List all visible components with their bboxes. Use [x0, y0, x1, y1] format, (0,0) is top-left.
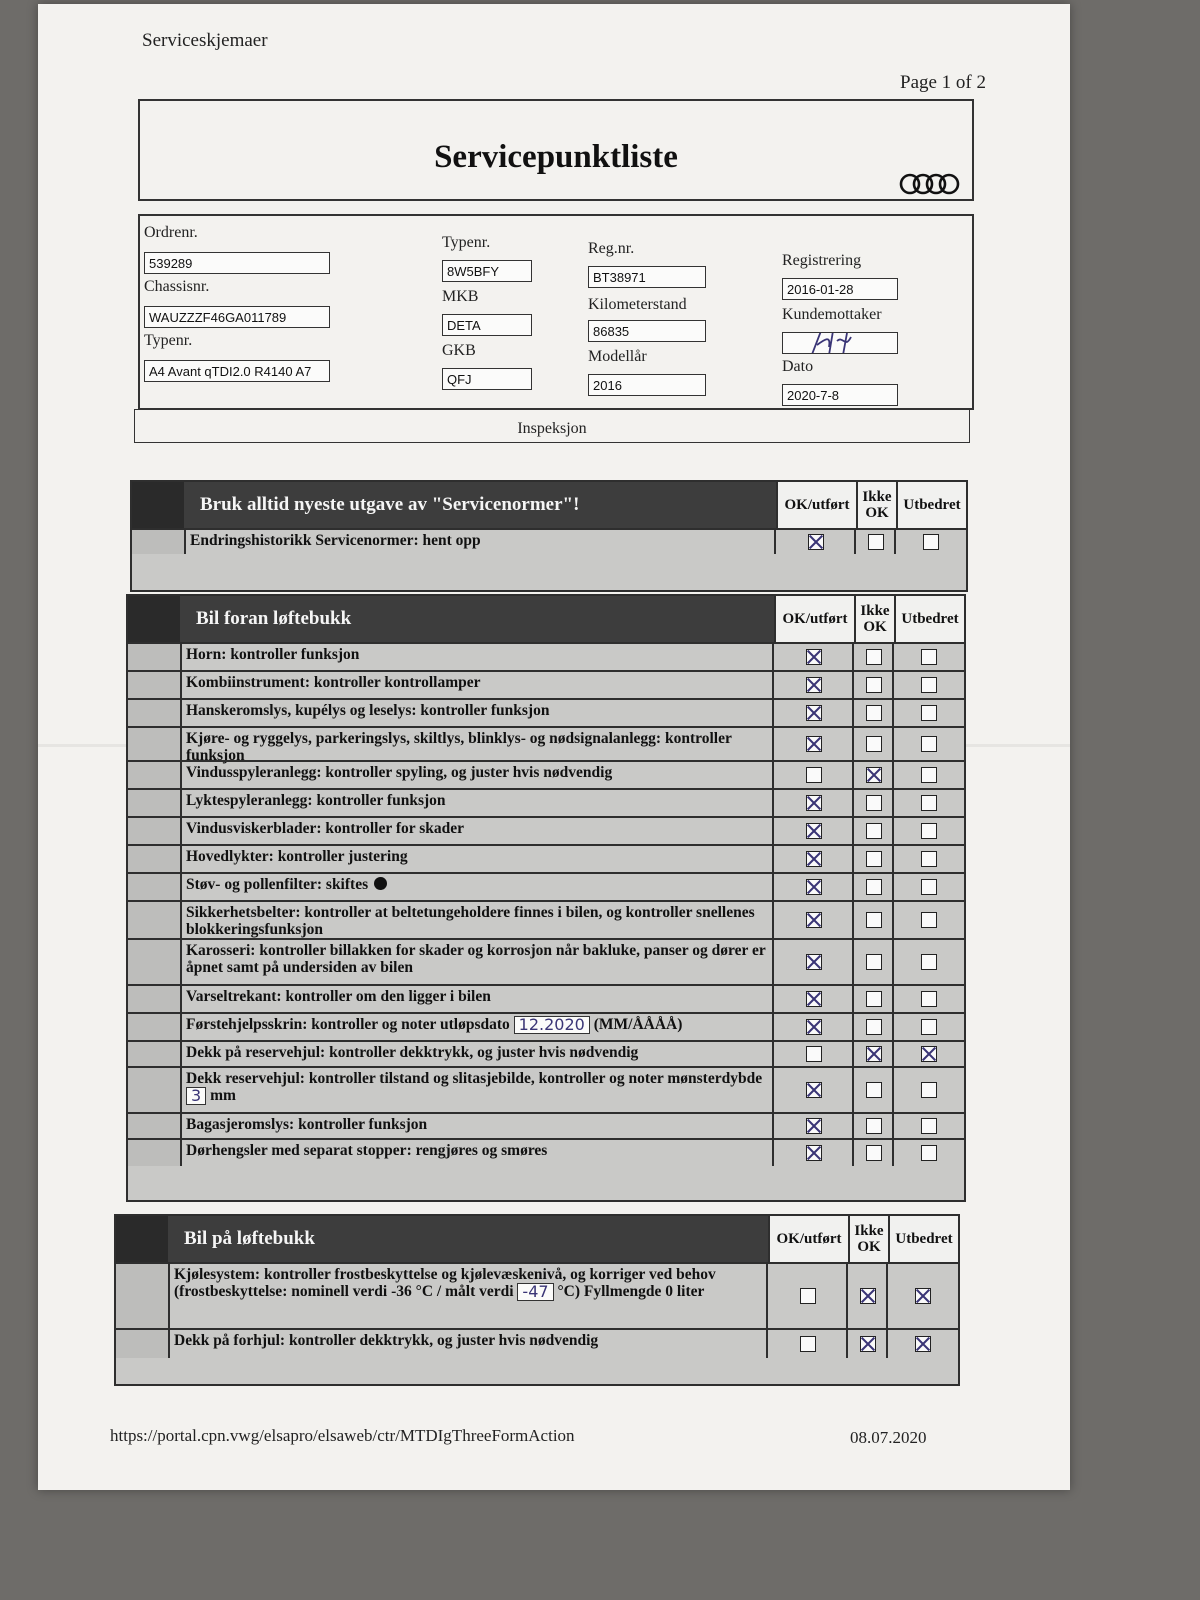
item-label: Vindusviskerblader: kontroller for skader — [186, 820, 465, 837]
ok-checkbox[interactable] — [806, 736, 822, 752]
ok-checkbox[interactable] — [806, 991, 822, 1007]
audi-rings-logo — [898, 171, 962, 197]
km-label: Kilometerstand — [588, 296, 687, 313]
checklist-item-text — [182, 674, 774, 691]
item-suffix: °C) Fyllmengde 0 liter — [557, 1283, 705, 1300]
paper-sheet — [38, 4, 1070, 1490]
checklist-row — [128, 1112, 964, 1138]
ok-checkbox[interactable] — [806, 1082, 822, 1098]
ikke-ok-checkbox[interactable] — [866, 912, 882, 928]
ikke-ok-checkbox[interactable] — [866, 1046, 882, 1062]
ok-checkbox[interactable] — [806, 767, 822, 783]
checklist-row — [128, 816, 964, 844]
ok-checkbox[interactable] — [806, 677, 822, 693]
modell-field[interactable]: 2016 — [588, 374, 706, 396]
item-suffix: mm — [210, 1087, 236, 1104]
ok-checkbox[interactable] — [806, 823, 822, 839]
utbedret-checkbox[interactable] — [921, 1046, 937, 1062]
typenr2-field[interactable]: 8W5BFY — [442, 260, 532, 282]
ikke-ok-checkbox[interactable] — [860, 1288, 876, 1304]
gkb-field[interactable]: QFJ — [442, 368, 532, 390]
ikke-ok-checkbox[interactable] — [866, 767, 882, 783]
checklist-row — [128, 1012, 964, 1040]
ikke-ok-checkbox[interactable] — [866, 879, 882, 895]
typenr1-field[interactable]: A4 Avant qTDI2.0 R4140 A7 — [144, 360, 330, 382]
utbedret-checkbox[interactable] — [923, 534, 939, 550]
checklist-item-text — [182, 702, 774, 719]
item-label: Horn: kontroller funksjon — [186, 646, 360, 663]
dato-label: Dato — [782, 358, 814, 375]
checklist-item-text — [182, 1044, 774, 1061]
mkb-label: MKB — [442, 288, 479, 305]
regnr-field[interactable]: BT38971 — [588, 266, 706, 288]
typenr1-label: Typenr. — [144, 332, 193, 349]
ok-checkbox[interactable] — [806, 1046, 822, 1062]
ok-checkbox[interactable] — [806, 1118, 822, 1134]
checklist-item-text — [182, 848, 774, 865]
item-label: Kjølesystem: kontroller frostbeskyttelse og kjølevæskenivå, og korriger ved behov (frostbeskyttelse: nominell verdi -36 °C / målt verdi — [174, 1266, 716, 1300]
utbedret-checkbox[interactable] — [921, 912, 937, 928]
utbedret-checkbox[interactable] — [921, 705, 937, 721]
item-label: Dekk reservehjul: kontroller tilstand og slitasjebilde, kontroller og noter mønsterdybde — [186, 1070, 763, 1087]
section-title: Bil på løftebukk — [184, 1228, 315, 1249]
ikke-ok-checkbox[interactable] — [866, 677, 882, 693]
checklist-item-text — [182, 730, 774, 764]
checklist-item-text — [182, 820, 774, 837]
section-title: Bruk alltid nyeste utgave av "Servicenormer"! — [200, 494, 580, 515]
checklist-item-text — [182, 1016, 774, 1034]
section-title: Bil foran løftebukk — [196, 608, 352, 629]
checklist-item-text — [182, 792, 774, 809]
checklist-row — [128, 938, 964, 984]
utbedret-checkbox[interactable] — [921, 736, 937, 752]
footer-date: 08.07.2020 — [850, 1428, 927, 1447]
col-ok: OK/utført — [774, 596, 854, 642]
ikke-ok-checkbox[interactable] — [866, 1019, 882, 1035]
col-utbedret: Utbedret — [894, 596, 964, 642]
checklist-row — [128, 726, 964, 764]
item-suffix: (MM/ÅÅÅÅ) — [593, 1016, 683, 1033]
section-header — [128, 596, 964, 642]
checklist-item-text — [182, 904, 774, 938]
ikke-ok-checkbox[interactable] — [860, 1336, 876, 1352]
checklist-row — [128, 1040, 964, 1066]
ikke-ok-checkbox[interactable] — [866, 649, 882, 665]
reg-label: Registrering — [782, 252, 862, 269]
section-header — [132, 482, 966, 528]
col-utbedret: Utbedret — [896, 482, 966, 528]
item-label: Førstehjelpsskrin: kontroller og noter utløpsdato — [186, 1016, 510, 1033]
checklist-row — [116, 1262, 958, 1328]
ikke-ok-checkbox[interactable] — [868, 534, 884, 550]
checklist-row — [128, 984, 964, 1012]
footer-url: https://portal.cpn.vwg/elsapro/elsaweb/ctr/MTDIgThreeFormAction — [110, 1426, 575, 1445]
checklist-row — [128, 760, 964, 788]
item-label: Hovedlykter: kontroller justering — [186, 848, 408, 865]
item-label: Hanskeromslys, kupélys og leselys: kontroller funksjon — [186, 702, 550, 719]
checklist-item-text — [182, 764, 774, 781]
checklist-row — [128, 788, 964, 816]
ikke-ok-checkbox[interactable] — [866, 736, 882, 752]
col-ikke: Ikke OK — [854, 596, 894, 642]
ok-checkbox[interactable] — [806, 954, 822, 970]
ok-checkbox[interactable] — [806, 649, 822, 665]
item-label: Karosseri: kontroller billakken for skader og korrosjon når bakluke, panser og dører er åpnet samt på undersiden av bilen — [186, 942, 766, 976]
item-label: Støv- og pollenfilter: skiftes — [186, 876, 369, 893]
checklist-row — [116, 1328, 958, 1358]
checklist-row — [132, 528, 966, 554]
utbedret-checkbox[interactable] — [921, 851, 937, 867]
ok-checkbox[interactable] — [806, 1145, 822, 1161]
ok-checkbox[interactable] — [806, 705, 822, 721]
checklist-row — [128, 670, 964, 698]
utbedret-checkbox[interactable] — [921, 1019, 937, 1035]
regnr-label: Reg.nr. — [588, 240, 635, 257]
kunde-label: Kundemottaker — [782, 306, 882, 323]
signature-mark — [803, 332, 863, 354]
utbedret-checkbox[interactable] — [915, 1288, 931, 1304]
item-label: Dekk på forhjul: kontroller dekktrykk, og juster hvis nødvendig — [174, 1332, 599, 1349]
ikke-ok-checkbox[interactable] — [866, 795, 882, 811]
mkb-field[interactable]: DETA — [442, 314, 532, 336]
inspection-label: Inspeksjon — [517, 420, 587, 437]
header-left: Serviceskjemaer — [142, 30, 268, 51]
ikke-ok-checkbox[interactable] — [866, 1145, 882, 1161]
checklist-row — [128, 844, 964, 872]
reg-field[interactable]: 2016-01-28 — [782, 278, 898, 300]
col-ok: OK/utført — [776, 482, 856, 528]
checklist-row — [128, 1138, 964, 1166]
utbedret-checkbox[interactable] — [921, 677, 937, 693]
ikke-ok-checkbox[interactable] — [866, 991, 882, 1007]
checklist-item-text — [182, 646, 774, 663]
item-label: Dørhengsler med separat stopper: rengjøres og smøres — [186, 1142, 548, 1159]
checklist-item-text — [170, 1266, 768, 1301]
utbedret-checkbox[interactable] — [921, 991, 937, 1007]
page-number: Page 1 of 2 — [900, 72, 987, 93]
item-label: Bagasjeromslys: kontroller funksjon — [186, 1116, 428, 1133]
ikke-ok-checkbox[interactable] — [866, 705, 882, 721]
checklist-row — [128, 1066, 964, 1112]
ok-checkbox[interactable] — [806, 1019, 822, 1035]
item-label: Varseltrekant: kontroller om den ligger i bilen — [186, 988, 491, 1005]
item-label: Lyktespyleranlegg: kontroller funksjon — [186, 792, 446, 809]
section-bil-paa — [114, 1214, 960, 1386]
utbedret-checkbox[interactable] — [921, 879, 937, 895]
utbedret-checkbox[interactable] — [921, 1082, 937, 1098]
utbedret-checkbox[interactable] — [921, 954, 937, 970]
ikke-ok-checkbox[interactable] — [866, 851, 882, 867]
typenr2-label: Typenr. — [442, 234, 491, 251]
handwritten-value-field[interactable]: -47 — [517, 1283, 553, 1301]
utbedret-checkbox[interactable] — [921, 767, 937, 783]
checklist-item-text — [182, 988, 774, 1005]
item-label: Kombiinstrument: kontroller kontrollamper — [186, 674, 481, 691]
chassis-label: Chassisnr. — [144, 278, 210, 295]
ikke-ok-checkbox[interactable] — [866, 823, 882, 839]
ikke-ok-checkbox[interactable] — [866, 1082, 882, 1098]
ikke-ok-checkbox[interactable] — [866, 954, 882, 970]
utbedret-checkbox[interactable] — [921, 1145, 937, 1161]
item-label: Endringshistorikk Servicenormer: hent opp — [190, 532, 481, 549]
ordrenr-label: Ordrenr. — [144, 224, 198, 241]
utbedret-checkbox[interactable] — [921, 1118, 937, 1134]
title-box — [138, 99, 974, 201]
checklist-item-text — [182, 876, 774, 893]
ok-checkbox[interactable] — [806, 851, 822, 867]
checklist-row — [128, 900, 964, 938]
section-servicenormer — [130, 480, 968, 592]
col-ok: OK/utført — [768, 1216, 848, 1262]
chassis-field[interactable]: WAUZZZF46GA011789 — [144, 306, 330, 328]
ok-checkbox[interactable] — [800, 1288, 816, 1304]
ok-checkbox[interactable] — [806, 912, 822, 928]
checklist-item-text — [182, 1142, 774, 1159]
section-bil-foran — [126, 594, 966, 1202]
utbedret-checkbox[interactable] — [915, 1336, 931, 1352]
handwritten-value-field[interactable]: 3 — [186, 1087, 206, 1105]
checklist-row — [128, 872, 964, 900]
item-label: Dekk på reservehjul: kontroller dekktrykk, og juster hvis nødvendig — [186, 1044, 639, 1061]
utbedret-checkbox[interactable] — [921, 823, 937, 839]
col-ikke: Ikke OK — [848, 1216, 888, 1262]
ok-checkbox[interactable] — [808, 534, 824, 550]
kunde-field[interactable] — [782, 332, 898, 354]
checklist-item-text — [182, 942, 774, 976]
utbedret-checkbox[interactable] — [921, 795, 937, 811]
checklist-item-text — [182, 1116, 774, 1133]
ok-checkbox[interactable] — [800, 1336, 816, 1352]
item-label: Kjøre- og ryggelys, parkeringslys, skiltlys, blinklys- og nødsignalanlegg: kontroller funksjon — [186, 730, 732, 764]
ok-checkbox[interactable] — [806, 795, 822, 811]
modell-label: Modellår — [588, 348, 647, 365]
ikke-ok-checkbox[interactable] — [866, 1118, 882, 1134]
item-label: Vindusspyleranlegg: kontroller spyling, og juster hvis nødvendig — [186, 764, 613, 781]
utbedret-checkbox[interactable] — [921, 649, 937, 665]
col-utbedret: Utbedret — [888, 1216, 958, 1262]
page-title: Servicepunktliste — [434, 139, 678, 175]
inspection-bar — [134, 409, 970, 443]
checklist-row — [128, 642, 964, 670]
checklist-item-text — [170, 1332, 768, 1349]
gkb-label: GKB — [442, 342, 476, 359]
vehicle-info-box — [138, 214, 974, 410]
dato-field[interactable]: 2020-7-8 — [782, 384, 898, 406]
checklist-item-text — [186, 532, 776, 549]
ok-checkbox[interactable] — [806, 879, 822, 895]
checklist-row — [128, 698, 964, 726]
handwritten-value-field[interactable]: 12.2020 — [514, 1016, 590, 1034]
section-header — [116, 1216, 958, 1262]
km-field[interactable]: 86835 — [588, 320, 706, 342]
ordrenr-field[interactable]: 539289 — [144, 252, 330, 274]
col-ikke: Ikke OK — [856, 482, 896, 528]
filled-circle-icon — [374, 877, 387, 890]
item-label: Sikkerhetsbelter: kontroller at beltetungeholdere finnes i bilen, og kontroller snellenes blokkeringsfunksjon — [186, 904, 755, 938]
checklist-item-text — [182, 1070, 774, 1105]
